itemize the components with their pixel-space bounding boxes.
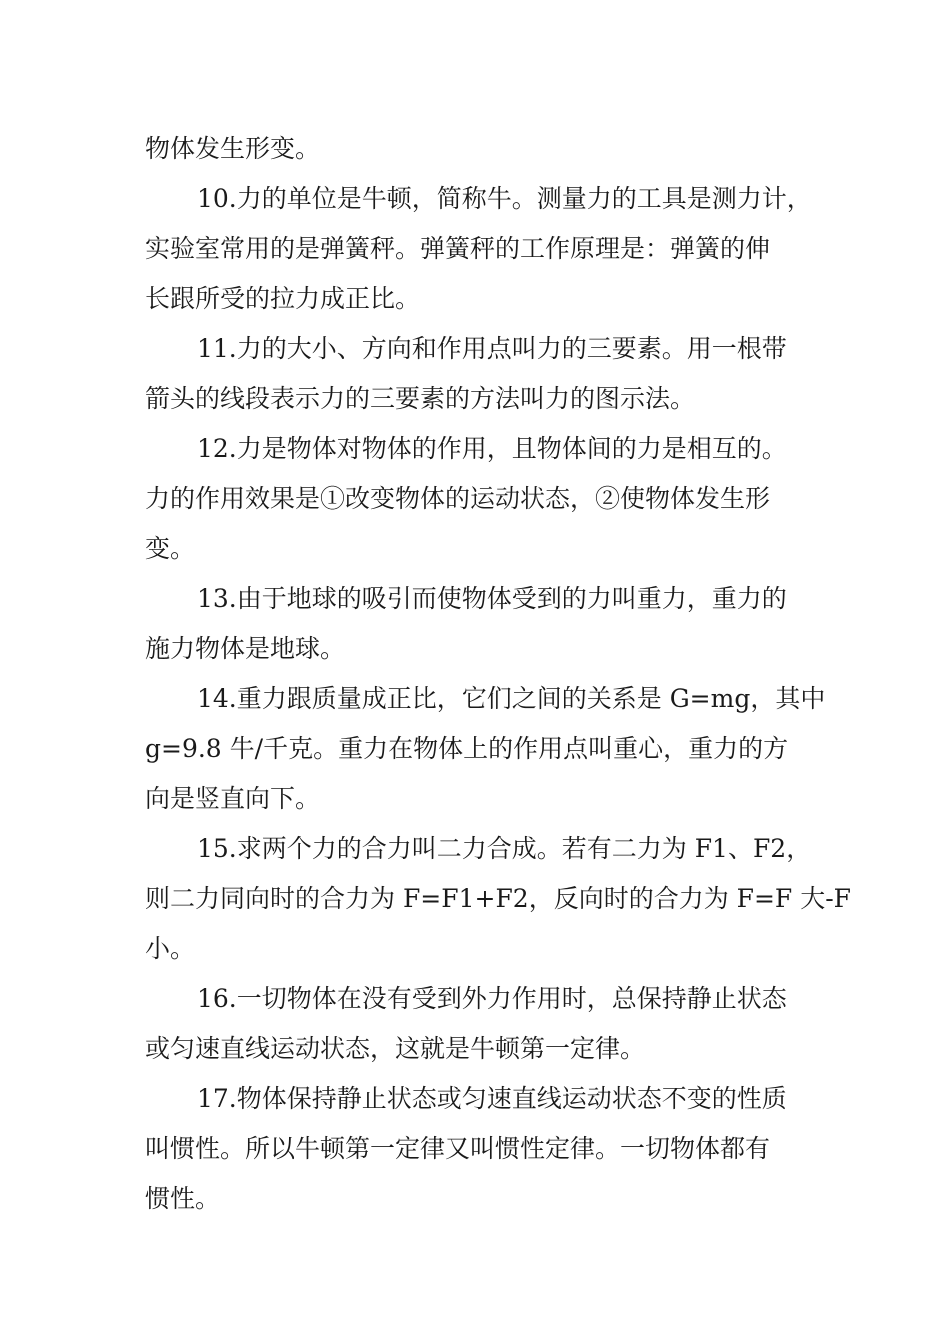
document-page — [145, 124, 852, 1224]
paragraph-line: 14.重力跟质量成正比，它们之间的关系是 G=mg，其中 — [197, 684, 826, 713]
paragraph-line: 物体发生形变。 — [145, 134, 321, 163]
paragraph-line: 15.求两个力的合力叫二力合成。若有二力为 F1、F2， — [197, 834, 812, 863]
paragraph-line: 实验室常用的是弹簧秤。弹簧秤的工作原理是：弹簧的伸 — [145, 234, 771, 263]
paragraph-9-tail — [145, 124, 809, 174]
paragraph-10 — [145, 174, 812, 324]
paragraph-11 — [145, 324, 809, 424]
paragraph-line: 惯性。 — [145, 1184, 221, 1213]
paragraph-line: 变。 — [145, 534, 196, 563]
paragraph-16 — [145, 974, 809, 1074]
paragraph-line: g=9.8 牛/千克。重力在物体上的作用点叫重心，重力的方 — [145, 734, 789, 763]
paragraph-line: 长跟所受的拉力成正比。 — [145, 284, 421, 313]
paragraph-line: 10.力的单位是牛顿，简称牛。测量力的工具是测力计， — [197, 184, 812, 213]
paragraph-line: 施力物体是地球。 — [145, 634, 346, 663]
paragraph-line: 16.一切物体在没有受到外力作用时，总保持静止状态 — [197, 984, 787, 1013]
paragraph-line: 小。 — [145, 934, 196, 963]
paragraph-17 — [145, 1074, 809, 1224]
paragraph-14 — [145, 674, 826, 824]
paragraph-line: 17.物体保持静止状态或匀速直线运动状态不变的性质 — [197, 1084, 787, 1113]
paragraph-12 — [145, 424, 809, 574]
paragraph-line: 力的作用效果是①改变物体的运动状态，②使物体发生形 — [145, 484, 771, 513]
paragraph-line: 或匀速直线运动状态，这就是牛顿第一定律。 — [145, 1034, 646, 1063]
paragraph-line: 11.力的大小、方向和作用点叫力的三要素。用一根带 — [197, 334, 787, 363]
paragraph-line: 叫惯性。所以牛顿第一定律又叫惯性定律。一切物体都有 — [145, 1134, 771, 1163]
paragraph-line: 13.由于地球的吸引而使物体受到的力叫重力，重力的 — [197, 584, 787, 613]
paragraph-line: 箭头的线段表示力的三要素的方法叫力的图示法。 — [145, 384, 696, 413]
paragraph-line: 则二力同向时的合力为 F=F1+F2，反向时的合力为 F=F 大-F — [145, 884, 852, 913]
paragraph-15 — [145, 824, 852, 974]
paragraph-line: 向是竖直向下。 — [145, 784, 321, 813]
paragraph-line: 12.力是物体对物体的作用，且物体间的力是相互的。 — [197, 434, 787, 463]
paragraph-13 — [145, 574, 809, 674]
